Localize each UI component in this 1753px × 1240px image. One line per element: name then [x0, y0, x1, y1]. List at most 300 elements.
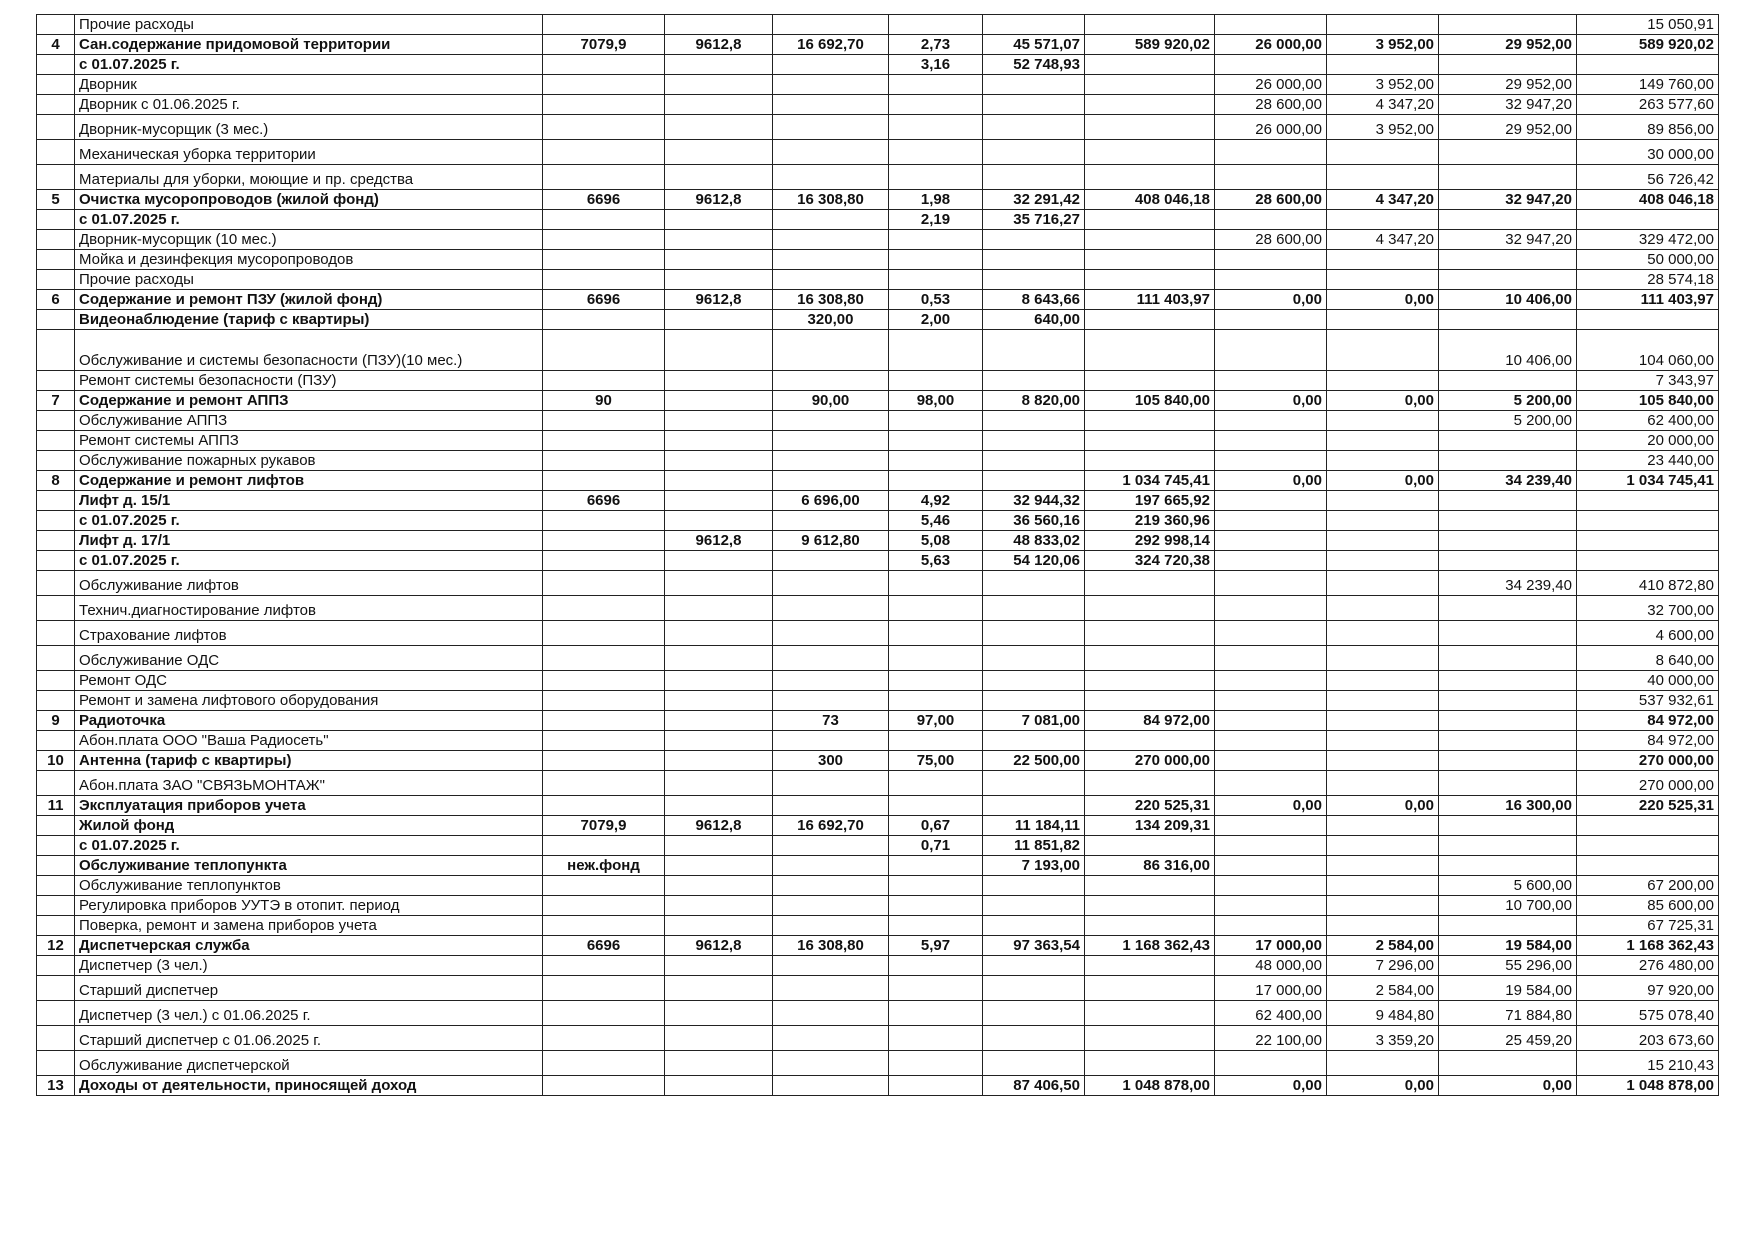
row-label: Радиоточка — [75, 711, 543, 731]
row-number — [37, 165, 75, 190]
cell-col-7: 28 600,00 — [1215, 95, 1327, 115]
cell-col-7 — [1215, 711, 1327, 731]
cell-col-8 — [1327, 596, 1439, 621]
cell-col-10: 67 725,31 — [1577, 916, 1719, 936]
cell-col-7 — [1215, 1051, 1327, 1076]
cell-col-2 — [665, 165, 773, 190]
cell-col-3: 90,00 — [773, 391, 889, 411]
cell-col-6 — [1085, 310, 1215, 330]
row-number — [37, 596, 75, 621]
cell-col-3 — [773, 1001, 889, 1026]
cell-col-5 — [983, 1001, 1085, 1026]
cell-col-6: 197 665,92 — [1085, 491, 1215, 511]
cell-col-1 — [543, 230, 665, 250]
cell-col-5 — [983, 771, 1085, 796]
cell-col-1 — [543, 1001, 665, 1026]
cell-col-5: 48 833,02 — [983, 531, 1085, 551]
cell-col-2 — [665, 956, 773, 976]
row-label: Лифт д. 17/1 — [75, 531, 543, 551]
cell-col-5 — [983, 431, 1085, 451]
row-label: Дворник-мусорщик (3 мес.) — [75, 115, 543, 140]
row-label: Видеонаблюдение (тариф с квартиры) — [75, 310, 543, 330]
cell-col-3 — [773, 431, 889, 451]
row-number — [37, 1051, 75, 1076]
cell-col-3 — [773, 270, 889, 290]
cell-col-5: 52 748,93 — [983, 55, 1085, 75]
cell-col-9 — [1439, 431, 1577, 451]
row-number — [37, 411, 75, 431]
cell-col-5: 45 571,07 — [983, 35, 1085, 55]
cell-col-7 — [1215, 596, 1327, 621]
cell-col-4 — [889, 330, 983, 371]
cell-col-9 — [1439, 451, 1577, 471]
cell-col-6 — [1085, 836, 1215, 856]
cell-col-10: 220 525,31 — [1577, 796, 1719, 816]
cell-col-2 — [665, 691, 773, 711]
cell-col-9: 55 296,00 — [1439, 956, 1577, 976]
row-number — [37, 330, 75, 371]
cell-col-6: 219 360,96 — [1085, 511, 1215, 531]
cell-col-7: 17 000,00 — [1215, 976, 1327, 1001]
cell-col-2 — [665, 731, 773, 751]
row-label: Диспетчер (3 чел.) — [75, 956, 543, 976]
table-row — [37, 1076, 1719, 1096]
cell-col-2 — [665, 711, 773, 731]
cell-col-9 — [1439, 15, 1577, 35]
cell-col-5: 36 560,16 — [983, 511, 1085, 531]
cell-col-7 — [1215, 431, 1327, 451]
cell-col-5: 7 193,00 — [983, 856, 1085, 876]
row-number — [37, 621, 75, 646]
cell-col-3 — [773, 371, 889, 391]
cell-col-10: 8 640,00 — [1577, 646, 1719, 671]
cell-col-4 — [889, 621, 983, 646]
cell-col-10 — [1577, 55, 1719, 75]
cell-col-4: 4,92 — [889, 491, 983, 511]
cell-col-8 — [1327, 330, 1439, 371]
row-label: Старший диспетчер — [75, 976, 543, 1001]
cell-col-6: 292 998,14 — [1085, 531, 1215, 551]
cell-col-9 — [1439, 1051, 1577, 1076]
row-number — [37, 1026, 75, 1051]
cell-col-2 — [665, 115, 773, 140]
cell-col-8 — [1327, 671, 1439, 691]
cell-col-3 — [773, 731, 889, 751]
cell-col-5 — [983, 571, 1085, 596]
cell-col-9: 19 584,00 — [1439, 936, 1577, 956]
cell-col-4: 3,16 — [889, 55, 983, 75]
cell-col-3 — [773, 796, 889, 816]
table-row — [37, 210, 1719, 230]
row-label: Ремонт ОДС — [75, 671, 543, 691]
table-row — [37, 471, 1719, 491]
cell-col-10: 1 168 362,43 — [1577, 936, 1719, 956]
cell-col-3 — [773, 856, 889, 876]
row-label: Ремонт и замена лифтового оборудования — [75, 691, 543, 711]
cell-col-9 — [1439, 671, 1577, 691]
row-label: с 01.07.2025 г. — [75, 551, 543, 571]
cell-col-7 — [1215, 621, 1327, 646]
cell-col-9: 29 952,00 — [1439, 75, 1577, 95]
cell-col-2: 9612,8 — [665, 816, 773, 836]
cell-col-6 — [1085, 230, 1215, 250]
cell-col-3 — [773, 876, 889, 896]
cell-col-2 — [665, 571, 773, 596]
row-label: Содержание и ремонт АППЗ — [75, 391, 543, 411]
cell-col-7 — [1215, 330, 1327, 371]
row-number — [37, 511, 75, 531]
cell-col-2 — [665, 511, 773, 531]
cell-col-4 — [889, 856, 983, 876]
cell-col-4 — [889, 115, 983, 140]
cell-col-6 — [1085, 115, 1215, 140]
cell-col-7: 0,00 — [1215, 1076, 1327, 1096]
cell-col-2 — [665, 451, 773, 471]
cell-col-7 — [1215, 571, 1327, 596]
row-label: Доходы от деятельности, приносящей доход — [75, 1076, 543, 1096]
cell-col-2 — [665, 75, 773, 95]
cell-col-1 — [543, 1026, 665, 1051]
cell-col-7: 22 100,00 — [1215, 1026, 1327, 1051]
cell-col-3 — [773, 411, 889, 431]
cell-col-4 — [889, 15, 983, 35]
cell-col-1 — [543, 646, 665, 671]
cell-col-6: 1 034 745,41 — [1085, 471, 1215, 491]
cell-col-10 — [1577, 836, 1719, 856]
row-label: Дворник-мусорщик (10 мес.) — [75, 230, 543, 250]
cell-col-3 — [773, 836, 889, 856]
row-label: Жилой фонд — [75, 816, 543, 836]
cell-col-6 — [1085, 270, 1215, 290]
cell-col-4: 5,46 — [889, 511, 983, 531]
row-label: Материалы для уборки, моющие и пр. средства — [75, 165, 543, 190]
cell-col-4: 5,08 — [889, 531, 983, 551]
cell-col-6 — [1085, 1001, 1215, 1026]
cell-col-9: 0,00 — [1439, 1076, 1577, 1096]
cell-col-8: 3 359,20 — [1327, 1026, 1439, 1051]
table-row — [37, 140, 1719, 165]
cell-col-1 — [543, 621, 665, 646]
cell-col-6 — [1085, 1026, 1215, 1051]
cell-col-4: 1,98 — [889, 190, 983, 210]
cell-col-8: 3 952,00 — [1327, 35, 1439, 55]
table-row — [37, 916, 1719, 936]
row-label: Абон.плата ЗАО "СВЯЗЬМОНТАЖ" — [75, 771, 543, 796]
cell-col-3 — [773, 691, 889, 711]
row-label: Ремонт системы безопасности (ПЗУ) — [75, 371, 543, 391]
cell-col-8: 0,00 — [1327, 1076, 1439, 1096]
cell-col-1 — [543, 55, 665, 75]
cell-col-8 — [1327, 571, 1439, 596]
cell-col-2 — [665, 15, 773, 35]
cell-col-1 — [543, 836, 665, 856]
cell-col-5 — [983, 956, 1085, 976]
cell-col-6: 1 168 362,43 — [1085, 936, 1215, 956]
cell-col-9: 10 700,00 — [1439, 896, 1577, 916]
cell-col-7 — [1215, 816, 1327, 836]
table-row — [37, 956, 1719, 976]
table-row — [37, 731, 1719, 751]
cell-col-5 — [983, 471, 1085, 491]
cell-col-6 — [1085, 371, 1215, 391]
cell-col-6 — [1085, 451, 1215, 471]
cell-col-6: 86 316,00 — [1085, 856, 1215, 876]
cell-col-5: 54 120,06 — [983, 551, 1085, 571]
table-row — [37, 330, 1719, 371]
cell-col-9 — [1439, 856, 1577, 876]
table-row — [37, 491, 1719, 511]
cell-col-5: 640,00 — [983, 310, 1085, 330]
cell-col-8 — [1327, 55, 1439, 75]
cell-col-3 — [773, 330, 889, 371]
cell-col-6 — [1085, 431, 1215, 451]
row-number — [37, 491, 75, 511]
cell-col-7: 0,00 — [1215, 471, 1327, 491]
cell-col-8: 0,00 — [1327, 796, 1439, 816]
cell-col-7: 0,00 — [1215, 391, 1327, 411]
cell-col-2 — [665, 916, 773, 936]
row-number — [37, 856, 75, 876]
row-label: Очистка мусоропроводов (жилой фонд) — [75, 190, 543, 210]
table-row — [37, 165, 1719, 190]
row-number — [37, 671, 75, 691]
cell-col-6 — [1085, 1051, 1215, 1076]
cell-col-1 — [543, 330, 665, 371]
cell-col-1 — [543, 411, 665, 431]
cell-col-3 — [773, 596, 889, 621]
row-label: Обслуживание лифтов — [75, 571, 543, 596]
cell-col-3 — [773, 115, 889, 140]
cell-col-8: 2 584,00 — [1327, 976, 1439, 1001]
cell-col-8: 0,00 — [1327, 290, 1439, 310]
cell-col-3 — [773, 896, 889, 916]
cell-col-1 — [543, 140, 665, 165]
row-number — [37, 1001, 75, 1026]
table-row — [37, 751, 1719, 771]
cell-col-10: 40 000,00 — [1577, 671, 1719, 691]
row-number: 10 — [37, 751, 75, 771]
cell-col-5: 32 291,42 — [983, 190, 1085, 210]
cell-col-9: 32 947,20 — [1439, 230, 1577, 250]
cell-col-5: 22 500,00 — [983, 751, 1085, 771]
cell-col-9 — [1439, 646, 1577, 671]
cell-col-5 — [983, 230, 1085, 250]
cell-col-3 — [773, 250, 889, 270]
cell-col-9 — [1439, 916, 1577, 936]
cell-col-6: 324 720,38 — [1085, 551, 1215, 571]
row-number — [37, 230, 75, 250]
cell-col-9 — [1439, 210, 1577, 230]
cell-col-1 — [543, 711, 665, 731]
cell-col-8 — [1327, 896, 1439, 916]
cell-col-10: 15 210,43 — [1577, 1051, 1719, 1076]
cell-col-10: 203 673,60 — [1577, 1026, 1719, 1051]
cell-col-9 — [1439, 711, 1577, 731]
cell-col-4 — [889, 671, 983, 691]
table-row — [37, 15, 1719, 35]
cell-col-7 — [1215, 691, 1327, 711]
cell-col-7: 26 000,00 — [1215, 35, 1327, 55]
cell-col-8 — [1327, 751, 1439, 771]
table-row — [37, 571, 1719, 596]
cell-col-1 — [543, 471, 665, 491]
cell-col-10: 537 932,61 — [1577, 691, 1719, 711]
row-number: 5 — [37, 190, 75, 210]
cell-col-3 — [773, 95, 889, 115]
row-label: Страхование лифтов — [75, 621, 543, 646]
row-label: Диспетчерская служба — [75, 936, 543, 956]
table-row — [37, 621, 1719, 646]
cell-col-7 — [1215, 511, 1327, 531]
table-row — [37, 551, 1719, 571]
cell-col-6 — [1085, 411, 1215, 431]
table-row — [37, 796, 1719, 816]
cell-col-6 — [1085, 250, 1215, 270]
cell-col-8 — [1327, 731, 1439, 751]
table-row — [37, 95, 1719, 115]
cell-col-2 — [665, 411, 773, 431]
cell-col-6: 408 046,18 — [1085, 190, 1215, 210]
table-row — [37, 531, 1719, 551]
cell-col-3: 6 696,00 — [773, 491, 889, 511]
cell-col-2 — [665, 671, 773, 691]
cell-col-9: 16 300,00 — [1439, 796, 1577, 816]
cell-col-4 — [889, 1051, 983, 1076]
cell-col-5 — [983, 916, 1085, 936]
cell-col-2 — [665, 491, 773, 511]
cell-col-6 — [1085, 976, 1215, 1001]
cell-col-1: 6696 — [543, 290, 665, 310]
row-number — [37, 731, 75, 751]
cell-col-7 — [1215, 646, 1327, 671]
cell-col-8 — [1327, 771, 1439, 796]
cell-col-6: 589 920,02 — [1085, 35, 1215, 55]
row-label: Поверка, ремонт и замена приборов учета — [75, 916, 543, 936]
row-number — [37, 571, 75, 596]
cell-col-10: 97 920,00 — [1577, 976, 1719, 1001]
cell-col-6 — [1085, 621, 1215, 646]
row-number — [37, 270, 75, 290]
cell-col-7: 62 400,00 — [1215, 1001, 1327, 1026]
cell-col-5: 32 944,32 — [983, 491, 1085, 511]
cell-col-8 — [1327, 816, 1439, 836]
cell-col-8: 2 584,00 — [1327, 936, 1439, 956]
cell-col-9 — [1439, 621, 1577, 646]
cell-col-4 — [889, 371, 983, 391]
cell-col-5 — [983, 646, 1085, 671]
cell-col-6 — [1085, 95, 1215, 115]
cell-col-5: 7 081,00 — [983, 711, 1085, 731]
row-number — [37, 876, 75, 896]
cell-col-5 — [983, 1026, 1085, 1051]
cell-col-8: 3 952,00 — [1327, 115, 1439, 140]
cell-col-3 — [773, 671, 889, 691]
cell-col-8 — [1327, 856, 1439, 876]
cell-col-2 — [665, 1026, 773, 1051]
cell-col-8 — [1327, 551, 1439, 571]
row-number — [37, 836, 75, 856]
cell-col-8 — [1327, 916, 1439, 936]
cell-col-10 — [1577, 511, 1719, 531]
cell-col-6 — [1085, 916, 1215, 936]
cell-col-2 — [665, 876, 773, 896]
table-row — [37, 371, 1719, 391]
cell-col-10: 32 700,00 — [1577, 596, 1719, 621]
cell-col-8 — [1327, 691, 1439, 711]
cell-col-6: 134 209,31 — [1085, 816, 1215, 836]
cell-col-5 — [983, 876, 1085, 896]
cell-col-5 — [983, 596, 1085, 621]
cell-col-6 — [1085, 140, 1215, 165]
cell-col-6: 111 403,97 — [1085, 290, 1215, 310]
row-number: 7 — [37, 391, 75, 411]
cell-col-9: 19 584,00 — [1439, 976, 1577, 1001]
cell-col-2 — [665, 976, 773, 1001]
cell-col-10 — [1577, 531, 1719, 551]
cell-col-6 — [1085, 55, 1215, 75]
cell-col-7 — [1215, 250, 1327, 270]
cell-col-9 — [1439, 771, 1577, 796]
cell-col-2 — [665, 1051, 773, 1076]
table-row — [37, 75, 1719, 95]
cell-col-8: 0,00 — [1327, 471, 1439, 491]
row-number — [37, 431, 75, 451]
cell-col-9 — [1439, 596, 1577, 621]
cell-col-8 — [1327, 621, 1439, 646]
cell-col-9 — [1439, 511, 1577, 531]
cell-col-3 — [773, 571, 889, 596]
row-number — [37, 95, 75, 115]
cell-col-4 — [889, 571, 983, 596]
row-number — [37, 140, 75, 165]
cell-col-5 — [983, 1051, 1085, 1076]
row-number — [37, 531, 75, 551]
cell-col-1 — [543, 451, 665, 471]
cell-col-1 — [543, 75, 665, 95]
cell-col-3 — [773, 956, 889, 976]
cell-col-7 — [1215, 491, 1327, 511]
cell-col-7 — [1215, 270, 1327, 290]
cell-col-1 — [543, 431, 665, 451]
cell-col-8 — [1327, 250, 1439, 270]
cell-col-2 — [665, 431, 773, 451]
cell-col-4: 0,67 — [889, 816, 983, 836]
cell-col-3 — [773, 1076, 889, 1096]
cell-col-10: 575 078,40 — [1577, 1001, 1719, 1026]
cell-col-5 — [983, 115, 1085, 140]
cell-col-7 — [1215, 916, 1327, 936]
cell-col-1 — [543, 671, 665, 691]
cell-col-1 — [543, 310, 665, 330]
cell-col-1: 6696 — [543, 936, 665, 956]
cell-col-9 — [1439, 371, 1577, 391]
cell-col-5 — [983, 140, 1085, 165]
row-number: 12 — [37, 936, 75, 956]
cell-col-1 — [543, 15, 665, 35]
cell-col-3 — [773, 976, 889, 1001]
cell-col-8: 0,00 — [1327, 391, 1439, 411]
cell-col-10: 329 472,00 — [1577, 230, 1719, 250]
cell-col-5 — [983, 270, 1085, 290]
cell-col-10: 7 343,97 — [1577, 371, 1719, 391]
row-label: Ремонт системы АППЗ — [75, 431, 543, 451]
table-row — [37, 250, 1719, 270]
table-row — [37, 190, 1719, 210]
table-row — [37, 671, 1719, 691]
cell-col-10 — [1577, 856, 1719, 876]
row-label: Обслуживание ОДС — [75, 646, 543, 671]
cell-col-4 — [889, 411, 983, 431]
